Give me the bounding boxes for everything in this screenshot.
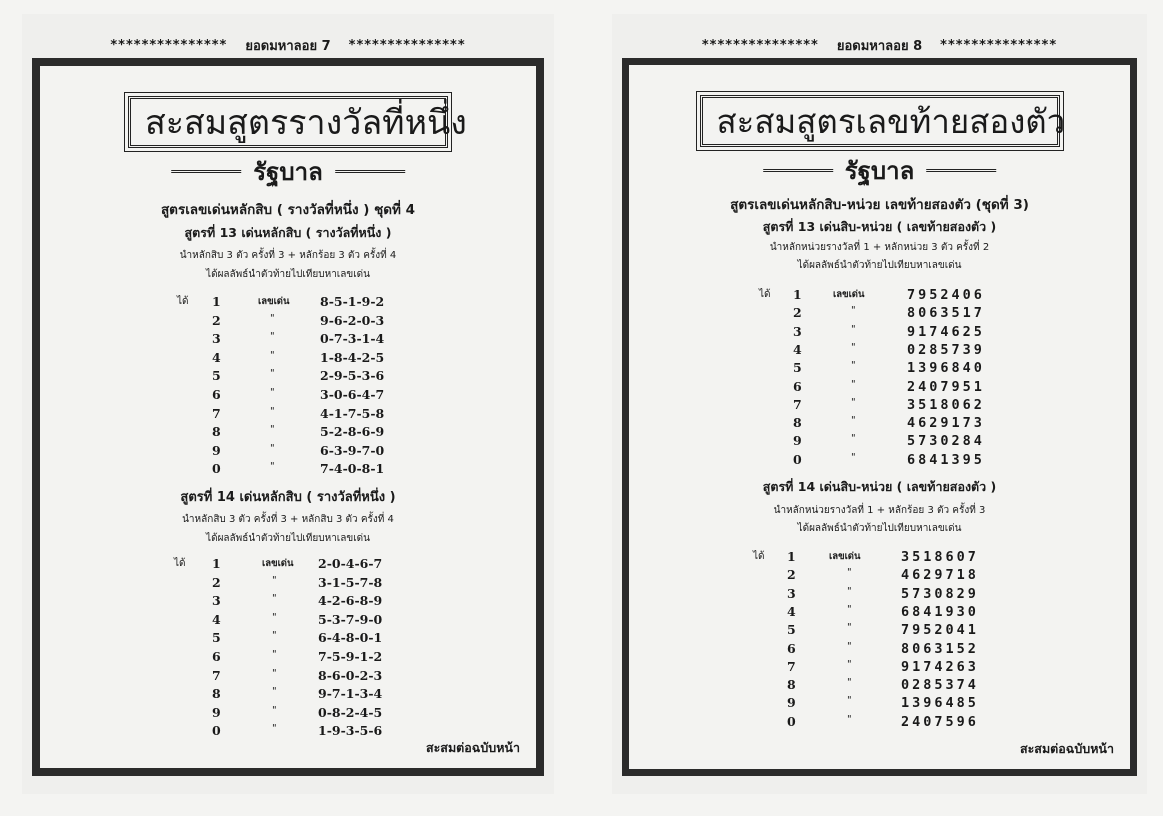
page-subtitle: รัฐบาล <box>249 152 327 191</box>
formula-14-title: สูตรที่ 14 เด่นหลักสิบ ( รางวัลที่หนึ่ง ) <box>180 490 396 505</box>
table-row <box>40 387 536 405</box>
table-row <box>629 324 1130 342</box>
row-value: 3518062 <box>907 396 985 413</box>
header-stars-left: *************** <box>110 37 228 53</box>
table-row <box>40 461 536 479</box>
play-label: เลขเด่น <box>262 558 294 569</box>
ditto-mark: " <box>272 611 277 623</box>
ditto-mark: " <box>270 387 275 398</box>
play-label: เลขเด่น <box>833 289 865 300</box>
row-value: 7-5-9-1-2 <box>318 649 383 664</box>
ditto-mark: " <box>847 713 852 725</box>
table-row <box>40 668 536 686</box>
formula-14-title: สูตรที่ 14 เด่นสิบ-หน่วย ( เลขท้ายสองตัว ) <box>762 479 997 494</box>
table-row <box>629 586 1130 604</box>
ditto-mark: " <box>270 312 275 324</box>
got-label: ได้ <box>753 551 765 562</box>
ditto-mark: " <box>847 658 852 670</box>
ditto-mark: " <box>851 396 856 408</box>
table-row <box>40 350 536 368</box>
table-row <box>40 406 536 424</box>
page-subtitle: รัฐบาล <box>841 151 919 190</box>
row-index: 1 <box>212 294 221 309</box>
row-value: 2407951 <box>907 378 985 395</box>
got-label: ได้ <box>174 558 186 569</box>
ditto-mark: " <box>847 603 852 615</box>
table-row <box>40 593 536 611</box>
row-value: 5-3-7-9-0 <box>318 611 383 627</box>
ditto-mark: " <box>272 630 277 642</box>
row-index: 9 <box>793 433 802 449</box>
table-row <box>40 424 536 442</box>
page-header <box>612 32 1147 58</box>
row-value: 4629173 <box>907 415 985 432</box>
formula-13-line1: นำหลักหน่วยรางวัลที่ 1 + หลักหน่วย 3 ตัว ครั้งที่ 2 <box>769 242 990 253</box>
row-index: 1 <box>793 287 802 302</box>
table-row <box>40 313 536 331</box>
row-value: 4-1-7-5-8 <box>320 405 385 421</box>
formula-13-title: สูตรที่ 13 เด่นหลักสิบ ( รางวัลที่หนึ่ง ) <box>184 225 392 240</box>
subtitle-wrap <box>763 151 997 190</box>
row-index: 5 <box>793 360 802 376</box>
ditto-mark: " <box>272 649 277 660</box>
row-index: 7 <box>793 396 802 412</box>
row-index: 8 <box>787 677 796 693</box>
row-index: 7 <box>212 667 221 683</box>
formula-14-line2: ได้ผลลัพธ์นำตัวท้ายไปเทียบหาเลขเด่น <box>206 533 370 544</box>
row-index: 7 <box>212 405 221 421</box>
table-row <box>40 612 536 630</box>
ditto-mark: " <box>272 704 277 716</box>
ditto-mark: " <box>851 415 856 427</box>
ditto-mark: " <box>847 567 852 579</box>
left-page <box>22 14 554 794</box>
row-value: 6-4-8-0-1 <box>318 630 383 646</box>
formula-14-line1: นำหลักหน่วยรางวัลที่ 1 + หลักร้อย 3 ตัว ครั้งที่ 3 <box>773 505 986 516</box>
row-value: 0285374 <box>901 677 979 694</box>
table-row <box>40 294 536 312</box>
row-value: 7952406 <box>907 287 985 303</box>
table-row <box>629 622 1130 640</box>
formula-13-line1: นำหลักสิบ 3 ตัว ครั้งที่ 3 + หลักร้อย 3 ตัว ครั้งที่ 4 <box>179 250 397 261</box>
footer-note: สะสมต่อฉบับหน้า <box>425 740 520 755</box>
section-heading: สูตรเลขเด่นหลักสิบ ( รางวัลที่หนึ่ง ) ชุดที่ 4 <box>160 202 416 218</box>
play-label: เลขเด่น <box>829 551 861 562</box>
table-row <box>629 305 1130 323</box>
row-value: 3518607 <box>901 549 979 565</box>
footer-note: สะสมต่อฉบับหน้า <box>1019 741 1114 756</box>
ditto-mark: " <box>272 574 277 586</box>
table-row <box>40 556 536 574</box>
row-value: 2407596 <box>901 713 979 730</box>
row-value: 6841930 <box>901 603 979 620</box>
table-row <box>629 695 1130 713</box>
row-index: 2 <box>793 305 802 321</box>
row-value: 9174263 <box>901 658 979 675</box>
row-index: 3 <box>787 585 796 601</box>
ditto-mark: " <box>851 433 856 445</box>
ditto-mark: " <box>847 622 852 634</box>
page-title: สะสมสูตรรางวัลที่หนึ่ง <box>145 103 467 143</box>
formula-14-line2: ได้ผลลัพธ์นำตัวท้ายไปเทียบหาเลขเด่น <box>797 523 962 534</box>
header-stars-right: *************** <box>348 37 466 53</box>
row-value: 9-7-1-3-4 <box>318 686 383 702</box>
row-index: 1 <box>787 549 796 564</box>
row-index: 2 <box>787 567 796 583</box>
got-label: ได้ <box>177 296 189 307</box>
ditto-mark: " <box>851 341 856 353</box>
table-row <box>629 659 1130 677</box>
ditto-mark: " <box>851 378 856 390</box>
row-index: 1 <box>212 556 221 571</box>
row-value: 5730284 <box>907 433 985 450</box>
table-row <box>40 575 536 593</box>
title-box <box>128 96 467 148</box>
row-index: 0 <box>787 713 796 729</box>
table-row <box>629 452 1130 470</box>
divider <box>763 169 833 172</box>
table-row <box>40 368 536 386</box>
table-row <box>629 433 1130 451</box>
table-row <box>629 549 1130 567</box>
header-title: ยอดมหาลอย 7 <box>245 38 331 54</box>
row-value: 7952041 <box>901 622 979 639</box>
row-value: 1396485 <box>901 695 979 712</box>
ditto-mark: " <box>270 424 275 436</box>
ditto-mark: " <box>270 461 275 473</box>
page-title: สะสมสูตรเลขท้ายสองตัว <box>716 102 1066 141</box>
row-value: 7-4-0-8-1 <box>320 461 385 477</box>
play-label: เลขเด่น <box>258 296 290 307</box>
ditto-mark: " <box>270 442 275 454</box>
table-row <box>40 443 536 461</box>
right-page <box>612 14 1147 794</box>
table-row <box>629 360 1130 378</box>
row-value: 9174625 <box>907 323 985 340</box>
header-title: ยอดมหาลอย 8 <box>836 38 923 54</box>
table-row <box>629 641 1130 659</box>
ditto-mark: " <box>270 331 275 343</box>
row-value: 8063517 <box>907 305 985 322</box>
ditto-mark: " <box>851 323 856 335</box>
row-index: 7 <box>787 658 796 674</box>
table-row <box>629 714 1130 732</box>
row-index: 4 <box>212 611 221 627</box>
row-index: 8 <box>212 686 221 702</box>
row-index: 0 <box>212 461 221 477</box>
ditto-mark: " <box>851 305 856 317</box>
page-header <box>22 32 554 58</box>
table-row <box>629 287 1130 305</box>
table-row <box>40 331 536 349</box>
row-index: 2 <box>212 312 221 328</box>
row-index: 3 <box>212 593 221 609</box>
ditto-mark: " <box>851 451 856 463</box>
row-index: 4 <box>212 349 221 365</box>
formula-13-title: สูตรที่ 13 เด่นสิบ-หน่วย ( เลขท้ายสองตัว ) <box>762 219 997 234</box>
row-index: 4 <box>787 603 796 619</box>
subtitle-wrap <box>171 152 405 191</box>
row-index: 8 <box>212 424 221 440</box>
content-frame <box>622 58 1137 776</box>
divider <box>171 170 241 173</box>
row-index: 9 <box>212 704 221 720</box>
row-index: 6 <box>212 387 221 402</box>
row-index: 5 <box>212 630 221 646</box>
row-index: 2 <box>212 574 221 590</box>
row-index: 4 <box>793 341 802 357</box>
table-row <box>629 397 1130 415</box>
table-row <box>629 342 1130 360</box>
table-row <box>629 379 1130 397</box>
row-value: 8063152 <box>901 640 979 657</box>
row-index: 5 <box>787 622 796 638</box>
row-value: 5-2-8-6-9 <box>320 424 385 440</box>
row-index: 0 <box>212 723 221 739</box>
ditto-mark: " <box>847 677 852 689</box>
row-index: 6 <box>787 640 796 656</box>
formula-14-line1: นำหลักสิบ 3 ตัว ครั้งที่ 3 + หลักสิบ 3 ตัว ครั้งที่ 4 <box>182 514 394 525</box>
row-index: 3 <box>793 323 802 339</box>
row-value: 5730829 <box>901 585 979 602</box>
table-row <box>629 567 1130 585</box>
ditto-mark: " <box>272 593 277 605</box>
row-index: 5 <box>212 368 221 384</box>
table-row <box>629 604 1130 622</box>
row-value: 1-8-4-2-5 <box>320 349 385 365</box>
content-frame <box>32 58 544 776</box>
row-value: 8-6-0-2-3 <box>318 667 383 683</box>
ditto-mark: " <box>847 640 852 652</box>
row-index: 8 <box>793 415 802 431</box>
table-row <box>40 649 536 667</box>
row-value: 8-5-1-9-2 <box>320 294 385 309</box>
row-value: 2-0-4-6-7 <box>318 556 383 571</box>
row-index: 9 <box>212 442 221 458</box>
ditto-mark: " <box>847 585 852 597</box>
row-index: 6 <box>212 649 221 664</box>
row-value: 6841395 <box>907 451 985 468</box>
formula-13-line2: ได้ผลลัพธ์นำตัวท้ายไปเทียบหาเลขเด่น <box>206 269 370 280</box>
row-index: 6 <box>793 378 802 394</box>
ditto-mark: " <box>270 405 275 417</box>
row-index: 0 <box>793 451 802 467</box>
header-stars-right: *************** <box>940 37 1058 53</box>
table-row <box>40 630 536 648</box>
divider <box>335 170 405 173</box>
row-index: 9 <box>787 695 796 711</box>
row-value: 9-6-2-0-3 <box>320 312 385 328</box>
row-value: 1-9-3-5-6 <box>318 723 383 739</box>
row-value: 0-8-2-4-5 <box>318 704 383 720</box>
table-row <box>40 686 536 704</box>
ditto-mark: " <box>272 686 277 698</box>
row-index: 3 <box>212 331 221 347</box>
table-row <box>629 415 1130 433</box>
row-value: 6-3-9-7-0 <box>320 442 385 458</box>
ditto-mark: " <box>272 667 277 679</box>
row-value: 1396840 <box>907 360 985 377</box>
ditto-mark: " <box>272 723 277 735</box>
table-row <box>629 677 1130 695</box>
row-value: 3-1-5-7-8 <box>318 574 383 590</box>
header-stars-left: *************** <box>701 37 819 53</box>
row-value: 4-2-6-8-9 <box>318 593 383 609</box>
ditto-mark: " <box>270 349 275 361</box>
divider <box>926 169 996 172</box>
ditto-mark: " <box>270 368 275 380</box>
section-heading: สูตรเลขเด่นหลักสิบ-หน่วย เลขท้ายสองตัว (ชุดที่ 3) <box>730 197 1029 213</box>
ditto-mark: " <box>851 360 856 372</box>
title-box <box>700 95 1066 147</box>
row-value: 0285739 <box>907 341 985 358</box>
got-label: ได้ <box>759 289 771 300</box>
table-row <box>40 705 536 723</box>
ditto-mark: " <box>847 695 852 707</box>
row-value: 0-7-3-1-4 <box>320 331 385 347</box>
row-value: 4629718 <box>901 567 979 584</box>
formula-13-line2: ได้ผลลัพธ์นำตัวท้ายไปเทียบหาเลขเด่น <box>797 260 962 271</box>
row-value: 2-9-5-3-6 <box>320 368 385 384</box>
row-value: 3-0-6-4-7 <box>320 387 385 402</box>
